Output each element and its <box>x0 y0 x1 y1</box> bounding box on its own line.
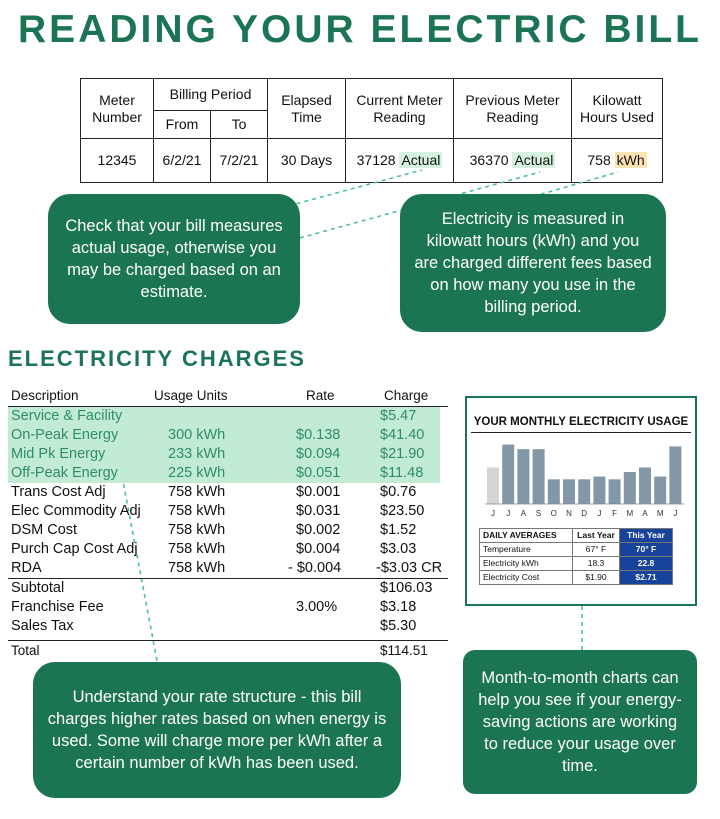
row-units: 758 kWh <box>168 484 226 500</box>
header-meter-number: Meter Number <box>81 79 154 139</box>
franchise-fee-row <box>8 598 448 617</box>
kwh-used-number: 758 <box>587 152 611 168</box>
charges-table <box>8 386 448 660</box>
row-rate: $0.138 <box>296 427 341 443</box>
row-desc: Off-Peak Energy <box>11 465 118 481</box>
usage-bar <box>487 467 499 504</box>
charge-row <box>8 559 448 578</box>
row-units: 758 kWh <box>168 541 226 557</box>
page-title: READING YOUR ELECTRIC BILL <box>18 8 702 51</box>
previous-actual-tag: Actual <box>514 152 554 168</box>
month-tick-label: O <box>550 509 557 518</box>
current-reading-number: 37128 <box>356 152 396 168</box>
avg-this-year: 70° F <box>620 543 673 557</box>
row-rate: $0.051 <box>296 465 341 481</box>
value-to: 7/2/21 <box>211 139 268 183</box>
kwh-unit-tag: kWh <box>616 152 645 168</box>
row-charge: $41.40 <box>380 427 425 443</box>
avg-label: Electricity kWh <box>480 557 573 571</box>
row-charge: $3.18 <box>380 599 417 615</box>
avg-label: Temperature <box>480 543 573 557</box>
usage-chart-panel <box>465 396 697 606</box>
row-desc: Sales Tax <box>11 618 74 634</box>
callout-monthly-charts: Month-to-month charts can help you see if your energy-saving actions are working to reduce your usage over time. <box>463 650 697 794</box>
usage-bar <box>669 446 681 504</box>
usage-bar <box>578 479 590 504</box>
header-rate: Rate <box>306 388 335 403</box>
header-current-reading: Current Meter Reading <box>346 79 454 139</box>
month-tick-label: F <box>612 509 618 518</box>
row-desc: Elec Commodity Adj <box>11 503 141 519</box>
charge-row <box>8 540 448 559</box>
row-desc: RDA <box>11 560 42 576</box>
row-units: 758 kWh <box>168 522 226 538</box>
highlighted-energy-rows <box>8 407 440 483</box>
row-charge: $5.47 <box>380 408 417 424</box>
sales-tax-row <box>8 617 448 636</box>
month-tick-label: N <box>566 509 572 518</box>
subtotal-row <box>8 579 448 598</box>
header-billing-period: Billing Period <box>154 79 268 111</box>
month-tick-label: D <box>581 509 588 518</box>
value-meter-number: 12345 <box>81 139 154 183</box>
usage-bar <box>533 449 545 504</box>
charge-row <box>8 464 440 483</box>
usage-bar-chart <box>467 432 695 522</box>
usage-bar <box>609 479 621 504</box>
row-rate: - $0.004 <box>288 560 342 576</box>
row-rate: $0.004 <box>296 541 341 557</box>
total-label: Total <box>11 643 40 658</box>
charge-row <box>8 407 440 426</box>
row-units: 758 kWh <box>168 560 226 576</box>
row-charge: $1.52 <box>380 522 417 538</box>
charge-row <box>8 521 448 540</box>
row-charge: $21.90 <box>380 446 425 462</box>
month-tick-label: A <box>642 509 648 518</box>
header-previous-reading: Previous Meter Reading <box>454 79 572 139</box>
month-tick-label: M <box>626 509 634 518</box>
row-charge: $3.03 <box>380 541 417 557</box>
total-value: $114.51 <box>380 643 428 658</box>
row-units: 233 kWh <box>168 446 226 462</box>
avg-this-year: 22.8 <box>620 557 673 571</box>
month-tick-label: M <box>656 509 664 518</box>
month-tick-label: J <box>506 509 511 518</box>
usage-bar <box>563 479 575 504</box>
avg-last-year: 18.3 <box>573 557 620 571</box>
callout-kwh: Electricity is measured in kilowatt hours (kWh) and you are charged different fees based on how many you use in the billing period. <box>400 194 666 332</box>
usage-bar <box>654 477 666 504</box>
value-elapsed-time: 30 Days <box>268 139 346 183</box>
row-charge: $5.30 <box>380 618 417 634</box>
row-rate: $0.002 <box>296 522 341 538</box>
row-rate: 3.00% <box>296 599 338 615</box>
this-year-header: This Year <box>620 529 673 543</box>
header-from: From <box>154 111 211 139</box>
row-units: 225 kWh <box>168 465 226 481</box>
total-row <box>8 641 448 660</box>
avg-label: Electricity Cost <box>480 571 573 585</box>
row-charge: $23.50 <box>380 503 425 519</box>
row-desc: On-Peak Energy <box>11 427 119 443</box>
previous-reading-number: 36370 <box>469 152 509 168</box>
row-desc: Service & Facility <box>11 408 123 424</box>
row-rate: $0.094 <box>296 446 341 462</box>
row-charge: $106.03 <box>380 580 433 596</box>
row-charge: $0.76 <box>380 484 417 500</box>
header-description: Description <box>11 388 79 403</box>
charge-row <box>8 502 448 521</box>
month-tick-label: J <box>491 509 495 518</box>
header-elapsed-time: Elapsed Time <box>268 79 346 139</box>
usage-bar <box>624 472 636 504</box>
row-charge: $11.48 <box>380 465 424 481</box>
callout-rate-structure: Understand your rate structure - this bill charges higher rates based on when energy is used. Some will charge more per kWh after a certain number of kWh has been used. <box>33 662 401 798</box>
row-rate: $0.031 <box>296 503 341 519</box>
header-usage-units: Usage Units <box>154 388 228 403</box>
month-tick-label: J <box>597 509 602 518</box>
usage-bar <box>548 479 560 504</box>
usage-bar <box>502 445 514 504</box>
charges-header-row <box>8 386 448 406</box>
charges-title: ELECTRICITY CHARGES <box>8 346 306 371</box>
usage-bar <box>517 449 529 504</box>
row-desc: Subtotal <box>11 580 65 596</box>
avg-this-year: $2.71 <box>620 571 673 585</box>
row-desc: Mid Pk Energy <box>11 446 106 462</box>
row-units: 300 kWh <box>168 427 226 443</box>
header-kwh-used: Kilowatt Hours Used <box>572 79 663 139</box>
daily-averages-table <box>479 528 673 585</box>
row-desc: Purch Cap Cost Adj <box>11 541 138 557</box>
header-to: To <box>211 111 268 139</box>
header-charge: Charge <box>384 388 429 403</box>
charge-row <box>8 445 440 464</box>
row-rate: $0.001 <box>296 484 341 500</box>
value-from: 6/2/21 <box>154 139 211 183</box>
current-actual-tag: Actual <box>401 152 441 168</box>
usage-bar <box>593 477 605 504</box>
charge-row <box>8 483 448 502</box>
usage-bar <box>639 467 651 504</box>
daily-averages-header: DAILY AVERAGES <box>480 529 573 543</box>
row-desc: Franchise Fee <box>11 599 104 615</box>
avg-last-year: 67° F <box>573 543 620 557</box>
row-charge: -$3.03 CR <box>376 560 443 576</box>
month-tick-label: J <box>673 509 678 518</box>
row-desc: DSM Cost <box>11 522 78 538</box>
month-tick-label: S <box>535 509 542 518</box>
charge-row <box>8 426 440 445</box>
callout-actual-usage: Check that your bill measures actual usage, otherwise you may be charged based on an estimate. <box>48 194 300 324</box>
usage-chart-title: YOUR MONTHLY ELECTRICITY USAGE <box>473 416 689 428</box>
last-year-header: Last Year <box>573 529 620 543</box>
month-tick-label: A <box>520 509 527 518</box>
row-desc: Trans Cost Adj <box>11 484 106 500</box>
avg-last-year: $1.90 <box>573 571 620 585</box>
row-units: 758 kWh <box>168 503 226 519</box>
